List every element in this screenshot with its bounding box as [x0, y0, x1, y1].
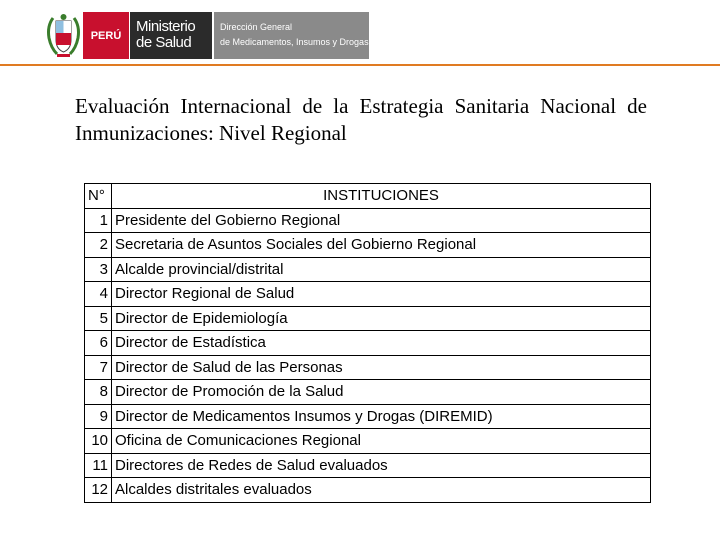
table-row	[85, 429, 651, 454]
row-number: 12	[85, 478, 112, 503]
table-row	[85, 404, 651, 429]
row-number: 2	[85, 233, 112, 258]
row-number: 1	[85, 208, 112, 233]
ministry-logo	[45, 12, 369, 59]
ministry-name	[130, 12, 212, 59]
row-number: 5	[85, 306, 112, 331]
ministry-line-1: Ministerio	[136, 18, 196, 35]
directorate-name	[214, 12, 369, 59]
row-institution: Director Regional de Salud	[112, 282, 651, 307]
directorate-line-1: Dirección General	[220, 22, 293, 32]
row-number: 7	[85, 355, 112, 380]
row-number: 3	[85, 257, 112, 282]
directorate-line-2: de Medicamentos, Insumos y Drogas	[220, 37, 369, 47]
row-institution: Presidente del Gobierno Regional	[112, 208, 651, 233]
ministry-line-2: de Salud	[136, 34, 192, 51]
table-row	[85, 331, 651, 356]
table-row	[85, 257, 651, 282]
row-number: 4	[85, 282, 112, 307]
table-row	[85, 306, 651, 331]
row-institution: Director de Promoción de la Salud	[112, 380, 651, 405]
table-row	[85, 380, 651, 405]
institutions-table	[84, 183, 651, 503]
row-institution: Oficina de Comunicaciones Regional	[112, 429, 651, 454]
table-header-row	[85, 184, 651, 209]
row-institution: Directores de Redes de Salud evaluados	[112, 453, 651, 478]
page-title: Evaluación Internacional de la Estrategia Sanitaria Nacional de Inmunizaciones: Nivel Regional	[75, 94, 647, 145]
table-row	[85, 233, 651, 258]
column-header-institutions: INSTITUCIONES	[112, 184, 651, 209]
row-institution: Director de Medicamentos Insumos y Drogas (DIREMID)	[112, 404, 651, 429]
row-institution: Director de Estadística	[112, 331, 651, 356]
table-row	[85, 453, 651, 478]
row-institution: Secretaria de Asuntos Sociales del Gobierno Regional	[112, 233, 651, 258]
row-number: 10	[85, 429, 112, 454]
row-number: 8	[85, 380, 112, 405]
table-row	[85, 282, 651, 307]
row-number: 6	[85, 331, 112, 356]
table-row	[85, 208, 651, 233]
row-number: 11	[85, 453, 112, 478]
country-label: PERÚ	[83, 12, 129, 59]
row-institution: Director de Salud de las Personas	[112, 355, 651, 380]
coat-of-arms-icon	[45, 12, 82, 59]
table-row	[85, 355, 651, 380]
row-institution: Director de Epidemiología	[112, 306, 651, 331]
column-header-number: N°	[85, 184, 112, 209]
table-row	[85, 478, 651, 503]
row-institution: Alcalde provincial/distrital	[112, 257, 651, 282]
header-divider	[0, 64, 720, 66]
row-number: 9	[85, 404, 112, 429]
row-institution: Alcaldes distritales evaluados	[112, 478, 651, 503]
